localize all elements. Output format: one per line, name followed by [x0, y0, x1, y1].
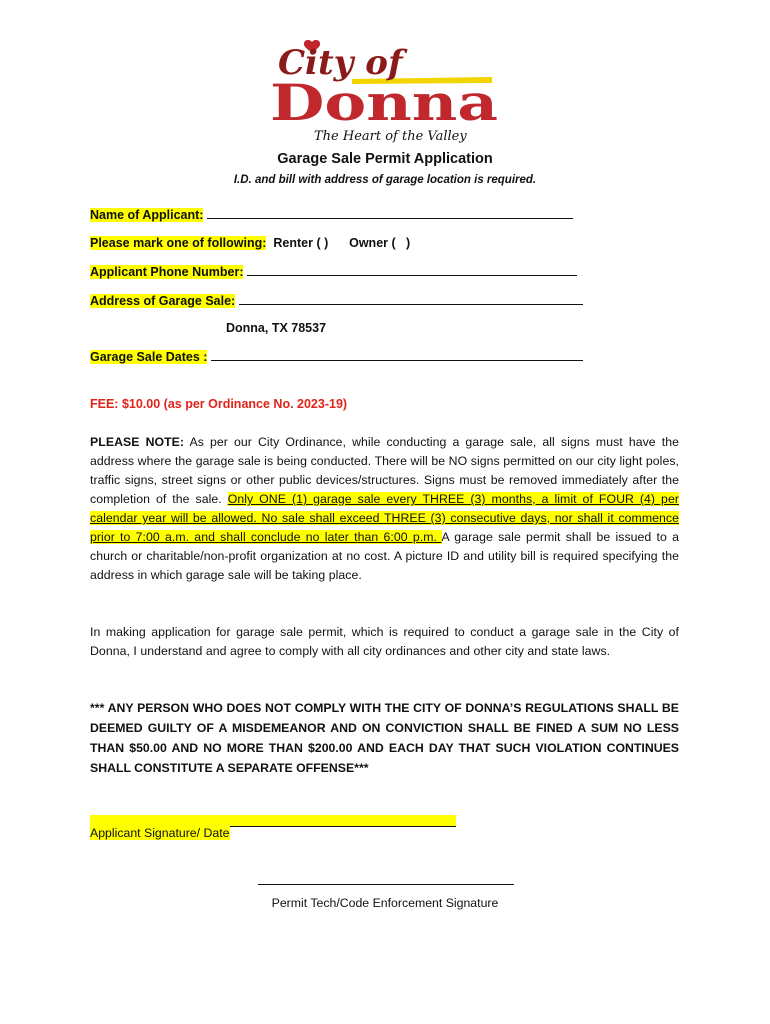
- warning-paragraph: *** ANY PERSON WHO DOES NOT COMPLY WITH THE CITY OF DONNA’S REGULATIONS SHALL BE DEEMED GUILTY OF A MISDEMEANOR AND ON CONVICTION SHALL BE FINED A SUM NO LESS THAN $50.00 AND NO MORE THAN $200.00 AND EACH DAY THAT SUCH VIOLATION CONTINUES SHALL CONSTITUTE A SEPARATE OFFENSE***: [90, 701, 679, 775]
- city-state-zip: Donna, TX 78537: [226, 321, 327, 335]
- phone-row: [90, 264, 577, 279]
- mark-one-row: [90, 236, 410, 250]
- page-subtitle: I.D. and bill with address of garage location is required.: [233, 174, 537, 186]
- dates-field[interactable]: [211, 349, 583, 361]
- logo-city-text: City of: [278, 43, 403, 83]
- applicant-name-row: [90, 207, 573, 222]
- applicant-name-label: Name of Applicant:: [90, 208, 204, 222]
- tech-signature-field[interactable]: [258, 884, 514, 885]
- owner-checkbox[interactable]: Owner ( ): [349, 236, 411, 250]
- address-label: Address of Garage Sale:: [90, 294, 236, 308]
- please-note-paragraph: [90, 433, 679, 585]
- page-title: Garage Sale Permit Application: [277, 151, 493, 167]
- logo-graphic: [270, 36, 500, 144]
- logo-tagline: The Heart of the Valley: [314, 129, 467, 144]
- dates-label: Garage Sale Dates :: [90, 350, 208, 364]
- dates-row: [90, 349, 583, 364]
- applicant-signature-label: Applicant Signature/ Date: [90, 826, 230, 840]
- agreement-paragraph: In making application for garage sale permit, which is required to conduct a garage sale in the City of Donna, I understand and agree to comply with all city ordinances and other city and state laws.: [90, 625, 679, 658]
- please-note-lead: PLEASE NOTE:: [90, 435, 185, 449]
- tech-signature-label: Permit Tech/Code Enforcement Signature: [271, 896, 499, 910]
- phone-label: Applicant Phone Number:: [90, 265, 244, 279]
- city-of-donna-logo: [270, 36, 500, 144]
- phone-field[interactable]: [247, 264, 577, 276]
- fee-text: FEE: $10.00 (as per Ordinance No. 2023-19): [90, 397, 348, 411]
- note-part1: As per our City Ordinance, while conducting a garage sale, all signs must have the address where the garage sale is being conducted. There will be NO signs permitted on our city light poles, traffic signs, street signs or other public devices/structures. Signs must be removed immediately after the completion of the sale.: [90, 435, 679, 506]
- note-part2: A garage sale permit shall be issued to a church or charitable/non-profit organization at no cost. A picture ID and utility bill is required specifying the address in which garage sale will be taking place.: [90, 530, 679, 582]
- address-field[interactable]: [239, 293, 583, 305]
- mark-one-label: Please mark one of following:: [90, 236, 267, 250]
- applicant-name-field[interactable]: [207, 207, 573, 219]
- logo-donna-text: Donna: [270, 73, 498, 132]
- note-highlight: Only ONE (1) garage sale every THREE (3) months, a limit of FOUR (4) per calendar year will be allowed. No sale shall exceed THREE (3) consecutive days, nor shall it commence prior to 7:00 a.m. and shall conclude no later than 6:00 p.m.: [90, 492, 679, 544]
- renter-checkbox[interactable]: Renter ( ): [273, 236, 329, 250]
- address-row: [90, 293, 583, 308]
